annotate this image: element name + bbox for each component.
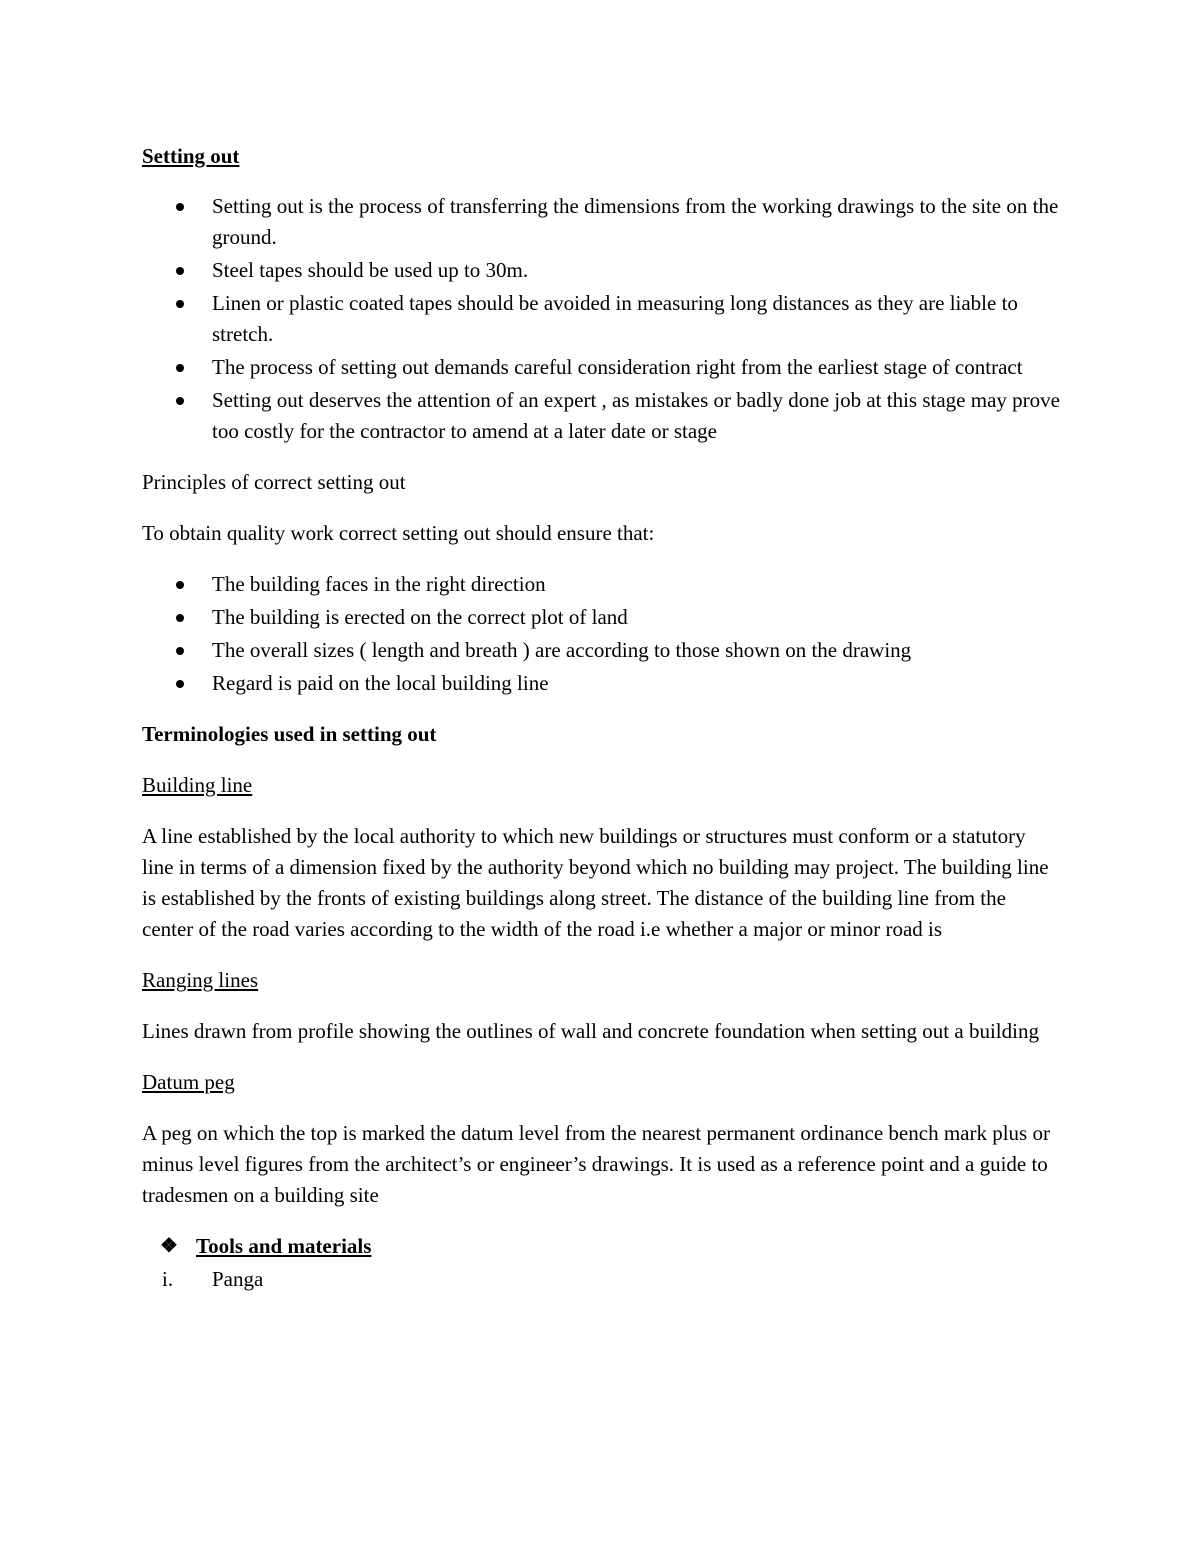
- terminologies-heading: Terminologies used in setting out: [142, 722, 437, 746]
- list-item-text: Setting out deserves the attention of an expert , as mistakes or badly done job at this stage may prove too costly for the contractor to amend at a later date or stage: [212, 388, 1060, 443]
- bullet-icon: [176, 203, 184, 211]
- principles-heading: Principles of correct setting out: [142, 470, 406, 494]
- principles-intro: To obtain quality work correct setting out should ensure that:: [142, 521, 655, 545]
- datum-peg-heading: Datum peg: [142, 1070, 235, 1094]
- list-item: [142, 569, 1062, 600]
- bullet-icon: [176, 647, 184, 655]
- list-item-text: The building is erected on the correct plot of land: [212, 605, 628, 629]
- bullet-icon: [176, 397, 184, 405]
- bullet-icon: [176, 581, 184, 589]
- setting-out-heading: Setting out: [142, 144, 240, 168]
- list-item: [142, 255, 1062, 286]
- tools-heading: [142, 1231, 1062, 1262]
- bullet-icon: [176, 614, 184, 622]
- bullet-icon: [176, 300, 184, 308]
- list-item: [142, 635, 1062, 666]
- building-line-heading: Building line: [142, 773, 253, 797]
- list-item: [142, 191, 1062, 253]
- list-item: [142, 352, 1062, 383]
- setting-out-list: [142, 191, 1062, 447]
- principles-list: [142, 569, 1062, 699]
- list-item-number: i.: [162, 1267, 174, 1291]
- datum-peg-text: A peg on which the top is marked the datum level from the nearest permanent ordinance bench mark plus or minus level figures from the architect’s or engineer’s drawings. It is used as a reference point and a guide to tradesmen on a building site: [142, 1121, 1050, 1207]
- list-item-text: Regard is paid on the local building line: [212, 671, 549, 695]
- list-item-text: Steel tapes should be used up to 30m.: [212, 258, 529, 282]
- document-content: [142, 141, 1062, 1295]
- list-item-text: The building faces in the right direction: [212, 572, 546, 596]
- bullet-icon: [176, 267, 184, 275]
- building-line-text: A line established by the local authority to which new buildings or structures must conform or a statutory line in terms of a dimension fixed by the authority beyond which no building may project. The building line is established by the fronts of existing buildings along street. The distance of the building line from the center of the road varies according to the width of the road i.e whether a major or minor road is: [142, 824, 1049, 941]
- tools-heading-label: Tools and materials: [196, 1234, 372, 1258]
- list-item-text: Linen or plastic coated tapes should be avoided in measuring long distances as they are liable to stretch.: [212, 291, 1018, 346]
- ranging-lines-heading: Ranging lines: [142, 968, 259, 992]
- list-item: [142, 1264, 1062, 1295]
- bullet-icon: [176, 364, 184, 372]
- list-item: [142, 668, 1062, 699]
- list-item: [142, 602, 1062, 633]
- list-item-text: The overall sizes ( length and breath ) are according to those shown on the drawing: [212, 638, 912, 662]
- list-item: [142, 288, 1062, 350]
- list-item-text: The process of setting out demands careful consideration right from the earliest stage of contract: [212, 355, 1023, 379]
- list-item: [142, 385, 1062, 447]
- list-item-text: Setting out is the process of transferring the dimensions from the working drawings to the site on the ground.: [212, 194, 1059, 249]
- list-item-text: Panga: [212, 1267, 264, 1291]
- bullet-icon: [176, 680, 184, 688]
- diamond-bullet-icon: ❖: [160, 1235, 178, 1257]
- ranging-lines-text: Lines drawn from profile showing the outlines of wall and concrete foundation when setting out a building: [142, 1019, 1039, 1043]
